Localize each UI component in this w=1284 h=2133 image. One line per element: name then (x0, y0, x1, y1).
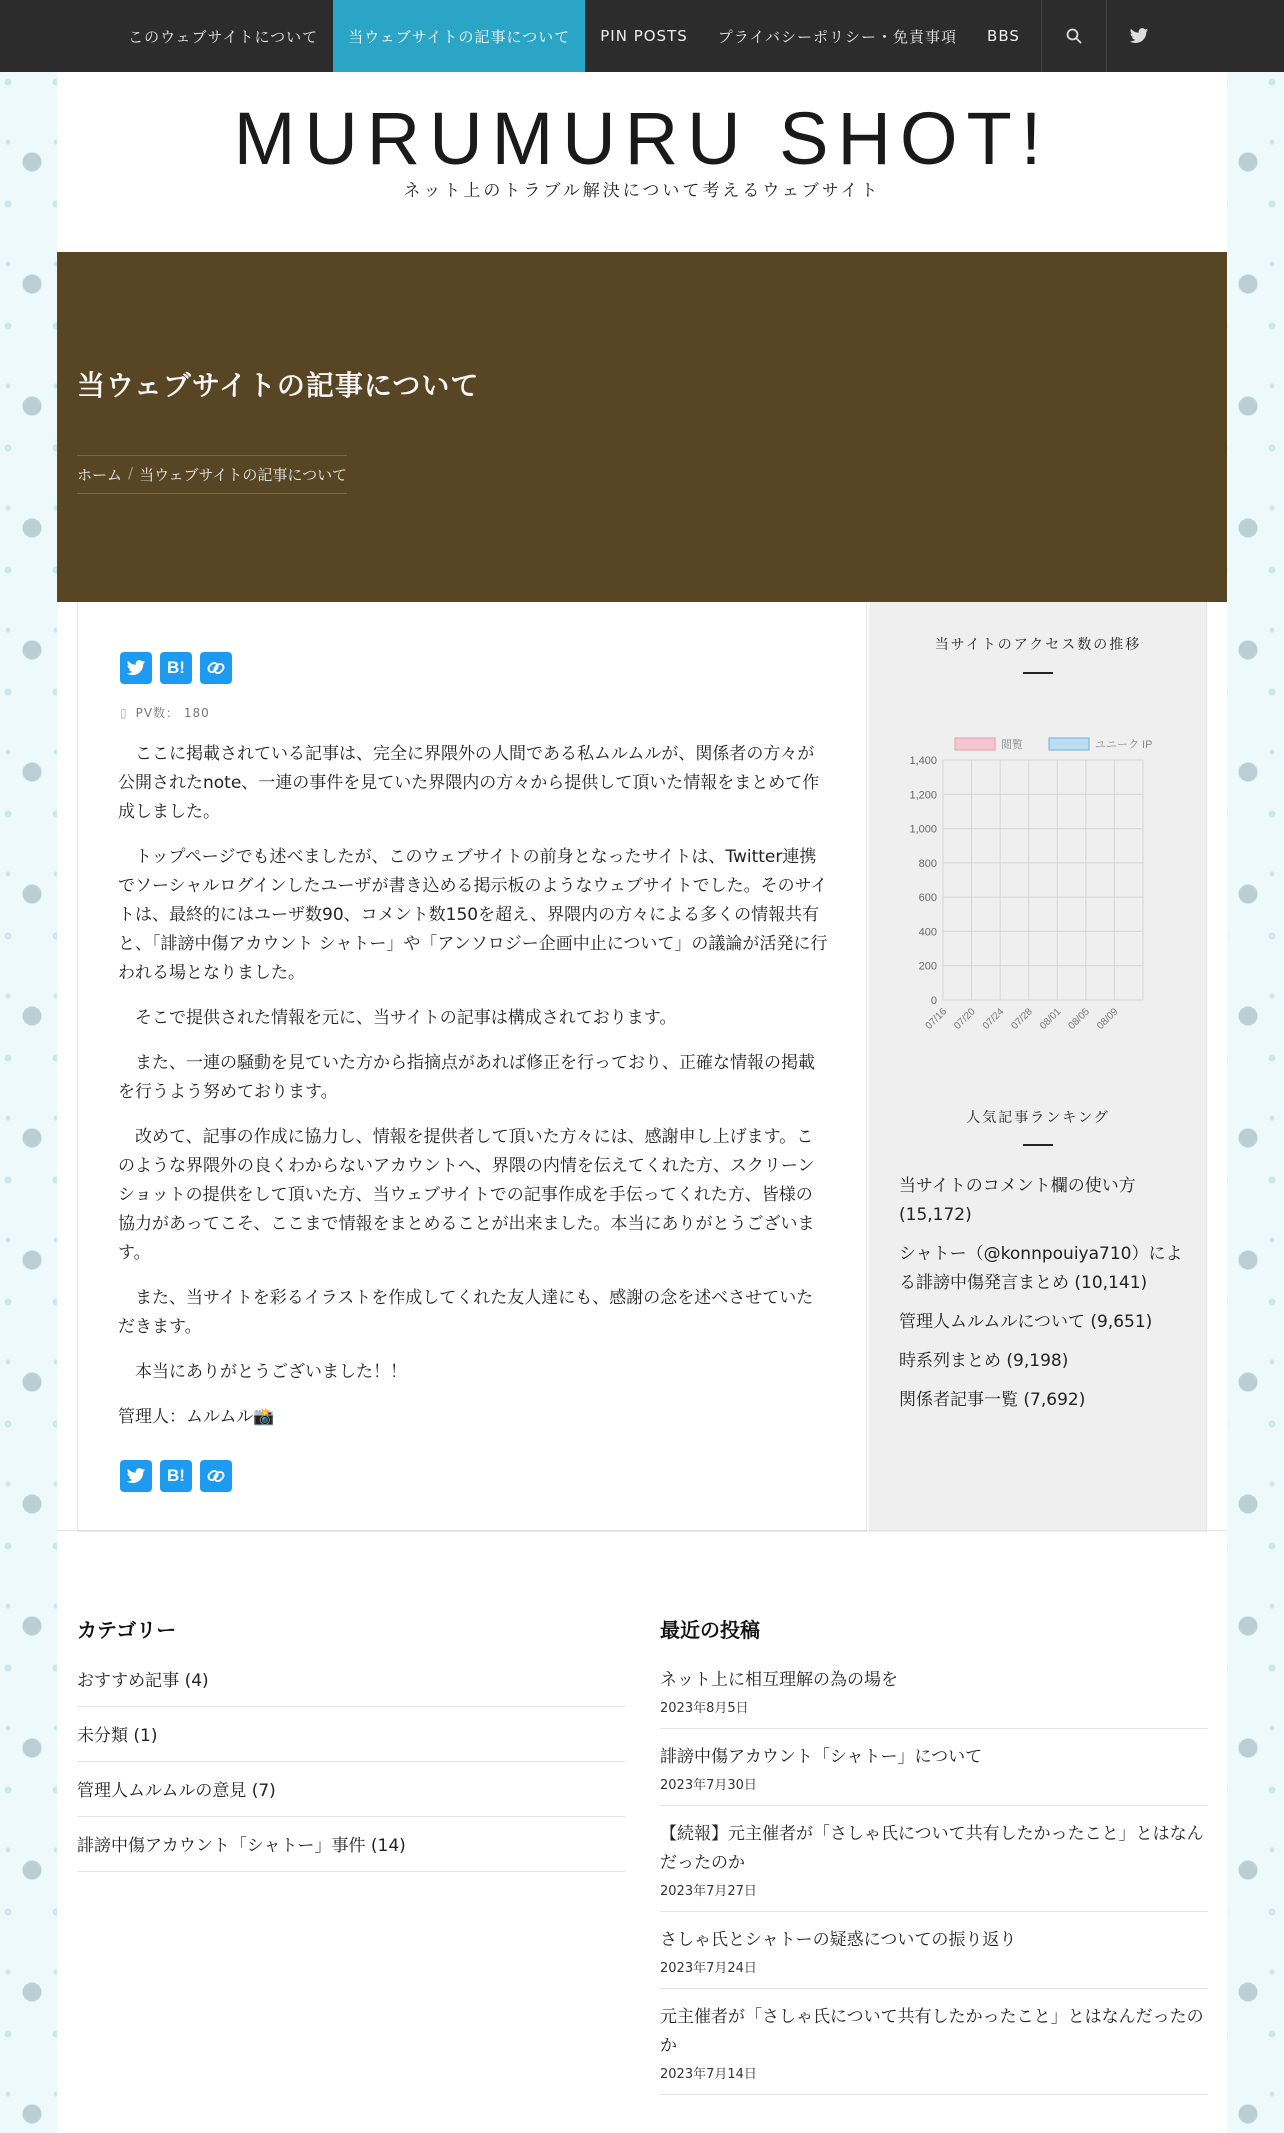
category-link[interactable]: おすすめ記事 (4) (77, 1652, 625, 1707)
popular-article-link[interactable]: 時系列まとめ (9,198) (899, 1351, 1069, 1371)
chart-y-tick-label: 800 (918, 857, 937, 870)
breadcrumb-home-link[interactable]: ホーム (77, 466, 123, 484)
recent-post-date: 2023年8月5日 (660, 1701, 749, 1716)
nav-item-bbs[interactable]: BBS (987, 27, 1020, 45)
chart-y-tick-label: 400 (918, 926, 937, 939)
recent-posts-title: 最近の投稿 (660, 1618, 760, 1642)
recent-post-link[interactable]: 【続報】元主催者が「さしゃ氏について共有したかったこと」とはなんだったのか (660, 1824, 1204, 1873)
page-container (57, 72, 1227, 2133)
recent-post-link[interactable]: ネット上に相互理解の為の場を (660, 1670, 898, 1690)
popular-article-link[interactable]: 当サイトのコメント欄の使い方 (15,172) (899, 1176, 1136, 1225)
chart-x-tick-label: 07/20 (952, 1006, 978, 1032)
chart-legend-swatch (1049, 738, 1089, 750)
breadcrumb-separator: / (128, 464, 134, 482)
popular-articles-list (899, 1172, 1189, 1425)
article-paragraph: 本当にありがとうございました！！ (135, 1362, 407, 1382)
chart-y-tick-label: 600 (918, 892, 937, 905)
recent-post-date: 2023年7月14日 (660, 2067, 757, 2082)
breadcrumb (77, 455, 347, 494)
nav-item-pin-posts[interactable]: PIN POSTS (600, 27, 688, 45)
recent-post-item (660, 1989, 1208, 2095)
access-chart-title: 当サイトのアクセス数の推移 (934, 637, 1142, 653)
category-link[interactable]: 誹謗中傷アカウント「シャトー」事件 (14) (77, 1817, 625, 1872)
widget-title-rule (1023, 1144, 1053, 1146)
recent-post-date: 2023年7月30日 (660, 1778, 757, 1793)
recent-post-link[interactable]: 誹謗中傷アカウント「シャトー」について (660, 1747, 983, 1767)
article-body (118, 740, 828, 1448)
site-tagline: ネット上のトラブル解決について考えるウェブサイト (403, 181, 881, 201)
recent-posts-list (660, 1652, 1208, 2095)
chart-y-tick-label: 200 (918, 960, 937, 973)
share-buttons-bottom (120, 1460, 232, 1492)
page-title: 当ウェブサイトの記事について (77, 369, 480, 402)
popular-article-link[interactable]: シャトー（@konnpouiya710）による誹謗中傷発言まとめ (10,141) (899, 1244, 1183, 1293)
twitter-share-button[interactable] (120, 652, 152, 684)
nav-item-privacy-policy[interactable]: プライバシーポリシー・免責事項 (717, 27, 958, 46)
site-title[interactable]: MURUMURU SHOT! (233, 97, 1051, 180)
popular-article-link[interactable]: 管理人ムルムルについて (9,651) (899, 1312, 1153, 1332)
nav-item-about-articles[interactable]: 当ウェブサイトの記事について (333, 0, 585, 72)
footer-divider (57, 1530, 1227, 1531)
category-link[interactable]: 管理人ムルムルの意見 (7) (77, 1762, 625, 1817)
chart-legend-label: 閲覧 (1001, 739, 1023, 751)
chart-legend-label: ユニーク IP (1095, 739, 1153, 751)
article-paragraph: トップページでも述べましたが、このウェブサイトの前身となったサイトは、Twitter連携でソーシャルログインしたユーザが書き込める掲示板のようなウェブサイトでした。そのサイトは、最終的にはユーザ数90、コメント数150を超え、界隈内の方々による多くの情報共有と、「誹謗中傷アカウント シャトー」や「アンソロジー企画中止について」の議論が活発に行われる場となりました。 (118, 847, 828, 983)
chart-x-tick-label: 07/16 (923, 1006, 950, 1032)
recent-post-link[interactable]: 元主催者が「さしゃ氏について共有したかったこと」とはなんだったのか (660, 2007, 1204, 2056)
share-buttons-top (120, 652, 232, 684)
nav-item-about-site[interactable]: このウェブサイトについて (128, 27, 319, 46)
breadcrumb-current: 当ウェブサイトの記事について (139, 466, 348, 484)
chart-y-tick-label: 1,000 (909, 823, 937, 836)
hatena-bookmark-button[interactable]: B! (160, 652, 192, 684)
article-paragraph: また、一連の騒動を見ていた方から指摘点があれば修正を行っており、正確な情報の掲載を行うよう努めております。 (118, 1053, 815, 1102)
chart-y-tick-label: 1,400 (909, 755, 937, 767)
chart-x-tick-label: 08/01 (1037, 1006, 1064, 1032)
article-paragraph: また、当サイトを彩るイラストを作成してくれた友人達にも、感謝の念を述べさせていただきます。 (118, 1288, 814, 1337)
recent-post-item (660, 1729, 1208, 1806)
chart-x-tick-label: 08/09 (1095, 1006, 1121, 1032)
chart-x-tick-label: 07/24 (980, 1006, 1007, 1032)
article-paragraph: そこで提供された情報を元に、当サイトの記事は構成されております。 (135, 1008, 677, 1028)
category-link[interactable]: 未分類 (1) (77, 1707, 625, 1762)
author-signature: 管理人：ムルムル📸 (118, 1407, 275, 1427)
article-content (77, 602, 867, 1532)
recent-post-date: 2023年7月24日 (660, 1961, 757, 1976)
chart-y-tick-label: 0 (930, 995, 937, 1007)
popular-article-link[interactable]: 関係者記事一覧 (7,692) (899, 1390, 1086, 1410)
page-header-banner (57, 252, 1227, 602)
recent-post-item (660, 1652, 1208, 1729)
eye-icon: ▯ (120, 706, 128, 720)
popular-ranking-title: 人気記事ランキング (966, 1110, 1110, 1126)
article-paragraph: ここに掲載されている記事は、完全に界隈外の人間である私ムルムルが、関係者の方々が公開されたnote、一連の事件を見ていた界隈内の方々から提供して頂いた情報をまとめて作成しました。 (118, 744, 820, 822)
chart-legend-swatch (955, 738, 995, 750)
recent-post-item (660, 1912, 1208, 1989)
article-paragraph: 改めて、記事の作成に協力し、情報を提供者して頂いた方々には、感謝申し上げます。このような界隈外の良くわからないアカウントへ、界隈の内情を伝えてくれた方、スクリーンショットの提供をして頂いた方、当ウェブサイトでの記事作成を手伝ってくれた方、皆様の協力があってこそ、ここまで情報をまとめることが出来ました。本当にありがとうございます。 (118, 1127, 815, 1263)
twitter-share-button[interactable] (120, 1460, 152, 1492)
access-chart (899, 730, 1169, 1050)
sidebar (869, 602, 1207, 1532)
recent-post-item (660, 1806, 1208, 1912)
chart-x-tick-label: 07/28 (1009, 1006, 1035, 1032)
recent-post-link[interactable]: さしゃ氏とシャトーの疑惑についての振り返り (660, 1930, 1017, 1950)
chart-x-tick-label: 08/05 (1066, 1006, 1092, 1032)
categories-list (77, 1652, 625, 1872)
categories-title: カテゴリー (77, 1618, 177, 1642)
page-view-count: ▯ PV数： 180 (120, 706, 210, 720)
search-icon[interactable] (1042, 0, 1106, 72)
copy-link-button[interactable] (200, 652, 232, 684)
chart-y-tick-label: 1,200 (909, 789, 937, 802)
widget-title-rule (1023, 672, 1053, 674)
copy-link-button[interactable] (200, 1460, 232, 1492)
top-navigation (0, 0, 1284, 72)
recent-post-date: 2023年7月27日 (660, 1884, 757, 1899)
hatena-bookmark-button[interactable]: B! (160, 1460, 192, 1492)
twitter-icon[interactable] (1107, 0, 1171, 72)
